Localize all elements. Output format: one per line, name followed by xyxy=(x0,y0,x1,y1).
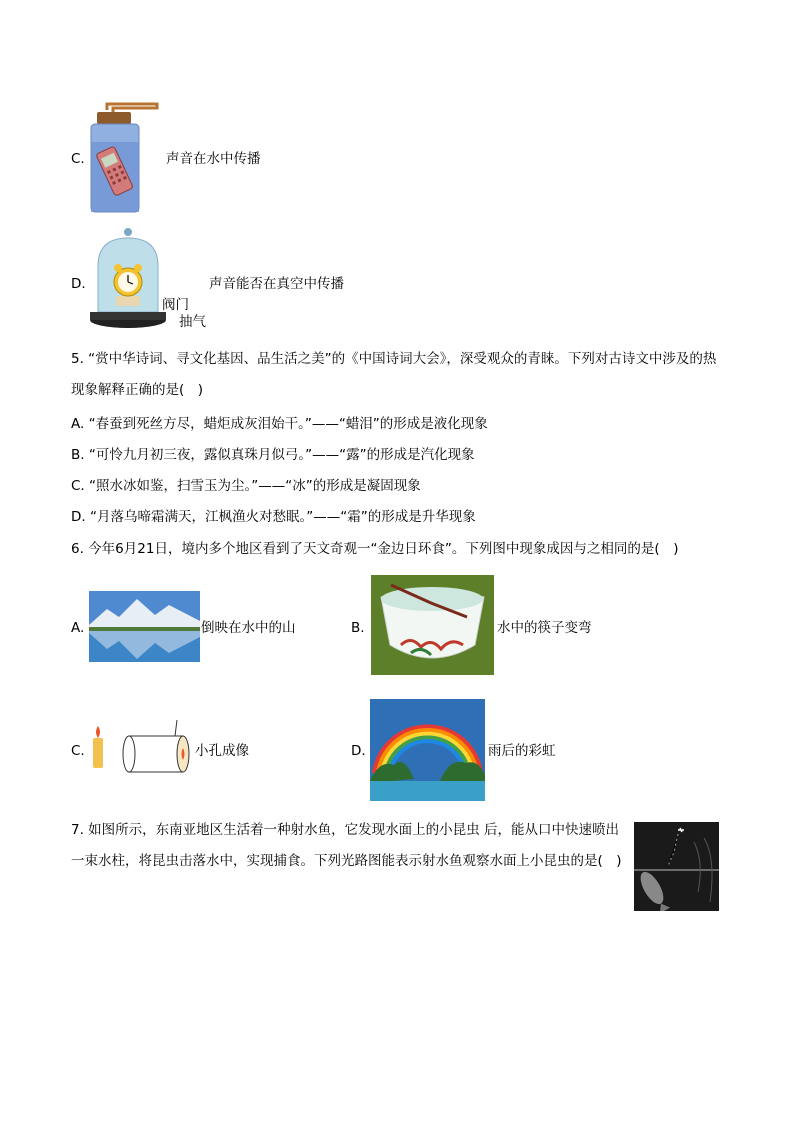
bell-jar-vacuum-image xyxy=(90,226,170,334)
phone-in-water-jar-image xyxy=(87,102,167,214)
option-caption: 雨后的彩虹 xyxy=(488,743,556,759)
question-7-stem: 7. 如图所示，东南亚地区生活着一种射水鱼，它发现水面上的小昆虫 后，能从口中快速喷出一束水柱，将昆虫击落水中，实现捕食。下列光路图能表示射水鱼观察水面上小昆虫的是( ) xyxy=(71,822,622,869)
mountain-reflection-image xyxy=(89,591,200,662)
option-letter: C. xyxy=(71,743,85,759)
option-caption: 小孔成像 xyxy=(195,743,249,759)
option-letter: D. xyxy=(351,743,366,759)
option-letter: C. xyxy=(71,151,85,167)
option-letter: B. xyxy=(351,620,365,636)
bent-chopstick-bowl-image xyxy=(371,575,494,675)
pinhole-camera-image xyxy=(89,716,195,784)
valve-label: 阀门 xyxy=(162,297,189,313)
q5-option-c: C. “照水冰如鉴，扫雪玉为尘。”——“冰”的形成是凝固现象 xyxy=(71,478,421,494)
q5-option-b: B. “可怜九月初三夜，露似真珠月似弓。”——“露”的形成是汽化现象 xyxy=(71,447,475,463)
question-5-stem: 5. “赏中华诗词、寻文化基因、品生活之美”的《中国诗词大会》，深受观众的青睐。下列对古诗文中涉及的热现象解释正确的是( ) xyxy=(71,351,717,398)
option-caption: 水中的筷子变弯 xyxy=(497,620,592,636)
rainbow-image xyxy=(370,699,485,801)
pump-label: 抽气 xyxy=(179,314,206,330)
archerfish-image xyxy=(634,822,719,911)
option-caption: 声音在水中传播 xyxy=(166,151,261,167)
question-6-stem: 6. 今年6月21日，境内多个地区看到了天文奇观一“金边日环食”。下列图中现象成因与之相同的是( ) xyxy=(71,541,679,557)
option-caption: 声音能否在真空中传播 xyxy=(209,276,344,292)
q5-option-a: A. “春蚕到死丝方尽，蜡炬成灰泪始干。”——“蜡泪”的形成是液化现象 xyxy=(71,416,488,432)
option-letter: D. xyxy=(71,276,86,292)
q5-option-d: D. “月落乌啼霜满天，江枫渔火对愁眠。”——“霜”的形成是升华现象 xyxy=(71,509,476,525)
option-caption: 倒映在水中的山 xyxy=(201,620,296,636)
option-letter: A. xyxy=(71,620,85,636)
